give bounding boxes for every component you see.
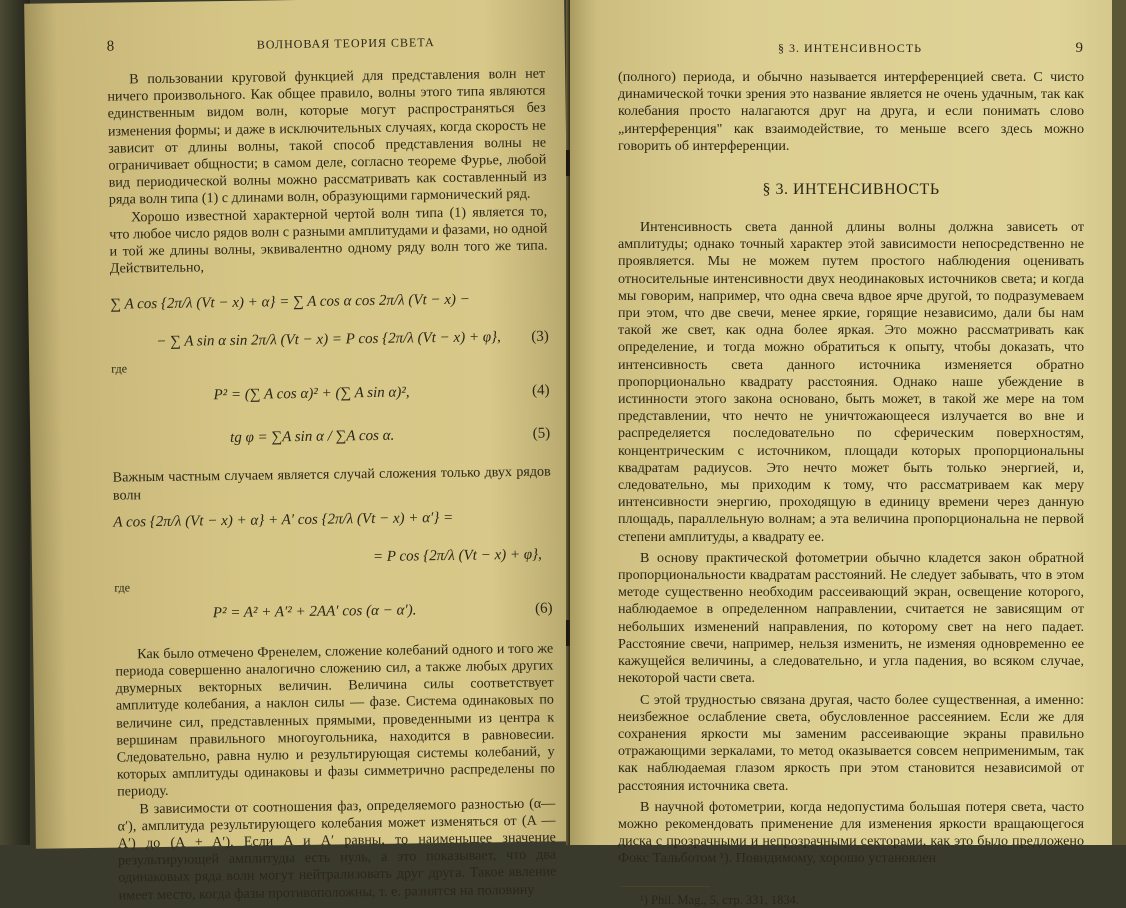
right-paragraph-3: С этой трудностью связана другая, часто более существенная, а именно: неизбежное ослабление света, обусловленное рассеянием. Если же для сохранения яркости мы заменим рассеивающие экраны правильно отражающими зеркалами, то метод оказывается совсем неприменимым, так как наблюдаемая глазом яркость при этом становится независимой от расстояния источника света. xyxy=(618,691,1084,794)
equation-6b-text: = P cos {2π/λ (Vt − x) + φ}, xyxy=(372,546,542,566)
left-header xyxy=(107,33,545,56)
section-title: § 3. ИНТЕНСИВНОСТЬ xyxy=(762,181,940,199)
left-page-number: 8 xyxy=(106,38,116,55)
right-paragraph-2: В основу практической фотометрии обычно кладется закон обратной пропорциональности квадратам расстояний. Не следует забывать, что в этом методе существенно необходим рассеивающий экран, освещение которого, наблюдаемое в определенном направлении, считается не зависящим от небольших изменений направления, по которому свет на него падает. Расстояние свечи, например, нельзя изменить, не изменяя одновременно ее кажущейся величины, а следовательно, и угла падения, во всяком случае, некоторой части света. xyxy=(618,549,1084,687)
left-running-head: ВОЛНОВАЯ ТЕОРИЯ СВЕТА xyxy=(256,35,435,52)
equation-4-text: P² = (∑ A cos α)² + (∑ A sin α)², xyxy=(213,384,410,404)
right-paragraph-4: В научной фотометрии, когда недопустима большая потеря света, часто можно рекомендовать применение для изменения яркости вращающегося диска с прозрачными и непрозрачными секторами, как это было предложено Фокс Тальботом ¹). Повидимому, хорошо установлен xyxy=(618,798,1084,867)
equation-4 xyxy=(111,372,549,416)
equation-3a xyxy=(110,280,548,324)
footnote-rule xyxy=(620,886,710,887)
equation-6c-text: P² = A² + A′² + 2AA′ cos (α − α′). xyxy=(212,602,417,622)
right-running-head: § 3. ИНТЕНСИВНОСТЬ xyxy=(778,41,923,55)
right-paragraph-1: Интенсивность света данной длины волны должна зависеть от амплитуды; однако точный характер этой зависимости непосредственно не проявляется. Мы не можем путем простого наблюдения оценивать относительные интенсивности двух неодинаковых источников света; и когда мы говорим, например, что одна свеча вдвое ярче другой, то подразумеваем при этом, что две свечи, менее яркие, горящие независимо, дали бы нам такой же свет, как одна более яркая. Это можно рассматривать как определение, и тогда можно обратиться к опыту, чтобы доказать, что интенсивность света данного источника изменяется обратно пропорционально квадрату расстояния. Однако наше убеждение в истинности этого закона основано, быть может, в такой же мере на том представлении, что нечто не уничтожающееся излучается во вне и распределяется последовательно по сферическим поверхностям, концентрическим с источником, площади которых пропорциональны квадратам радиусов. Это нечто может быть только энергией, и, следовательно, мы приходим к тому, что рассматриваем как меру интенсивности энергию, проходящую в единицу времени через данную площадь, параллельную волнам; а эта величина пропорциональна не первой степени амплитуды, а квадрату ее. xyxy=(618,219,1084,545)
left-paragraph-2: Хорошо известной характерной чертой волн типа (1) является то, что любое число рядов волн с разными амплитудами и фазами, но одной и той же длины волны, эквивалентно одному ряду волн того же типа. Действительно, xyxy=(109,203,548,277)
right-header xyxy=(618,40,1084,57)
equation-6b xyxy=(114,536,552,580)
equation-6a xyxy=(113,498,551,542)
right-page xyxy=(570,0,1112,907)
equation-3a-text: ∑ A cos {2π/λ (Vt − x) + α} = ∑ A cos α cos 2π/λ (Vt − x) − xyxy=(110,291,470,313)
left-paragraph-3: Важным частным случаем является случай сложения только двух рядов волн xyxy=(112,463,551,504)
where-label-2: где xyxy=(114,580,131,595)
left-paragraph-5: В зависимости от соотношения фаз, определяемого разностью (α—α′), амплитуда результирующего колебания может изменяться от (A — A′) до (A + A′). Если A и A′ равны, то наименьшее значение результирующей амплитуды есть нуль, а это показывает, что два одинаковых ряда волн могут нейтрализовать друг друга. Такое явление имеет место, когда фазы противоположны, т. е. разнятся на половину xyxy=(117,795,557,904)
equation-6-number: (6) xyxy=(535,600,553,618)
equation-5-number: (5) xyxy=(532,425,551,442)
equation-6a-text: A cos {2π/λ (Vt − x) + α} + A′ cos {2π/λ (Vt − x) + α′} = xyxy=(113,510,454,531)
equation-5-text: tg φ = ∑A sin α / ∑A cos α. xyxy=(230,427,395,446)
equation-6c xyxy=(114,590,552,634)
equation-5 xyxy=(112,410,551,464)
right-paragraph-0: (полного) периода, и обычно называется интерференцией света. С чисто динамической точки зрения это название является не очень удачным, так как колебания просто налагаются друг на друга, и если понимать слово „интерференция" как взаимодействие, то меньше всего здесь можно говорить об интерференции. xyxy=(618,69,1084,154)
left-page xyxy=(24,0,576,904)
equation-4-number: (4) xyxy=(531,382,550,399)
equation-3b xyxy=(111,318,549,362)
left-paragraph-4: Как было отмечено Френелем, сложение колебаний одного и того же периода совершенно аналогично сложению сил, а также любых других двумерных векторных величин. Величина силы соответствует амплитуде колебания, а наклон силы — фазе. Система одинаковых по величине сил, представленных прямыми, проведенными из центра к вершинам правильного многоугольника, находится в равновесии. Следовательно, равна нулю и результирующая системы колебаний, у которых амплитуды одинаковы и фазы симметрично распределены по периоду. xyxy=(115,640,555,801)
background-right xyxy=(1112,0,1126,845)
right-page-number: 9 xyxy=(1075,40,1084,56)
left-paragraph-1: В пользовании круговой функцией для представления волн нет ничего произвольного. Как общее правило, волны этого типа являются единственным видом волн, которые могут распространяться без изменения формы; и даже в исключительных случаях, когда скорость не зависит от длины волны, такой способ представления волны не ограничивает общности; в самом деле, согласно теореме Фурье, любой вид периодической волны можно рассматривать как составленный из ряда волн типа (1) с длинами волн, образующими гармонический ряд. xyxy=(107,65,547,209)
equation-3b-text: − ∑ A sin α sin 2π/λ (Vt − x) = P cos {2π/λ (Vt − x) + φ}, xyxy=(156,329,501,350)
equation-3-number: (3) xyxy=(531,328,549,345)
footnote: ¹) Phil. Mag., 5, стр. 331, 1834. xyxy=(640,892,800,907)
where-label-1: где xyxy=(111,361,128,377)
